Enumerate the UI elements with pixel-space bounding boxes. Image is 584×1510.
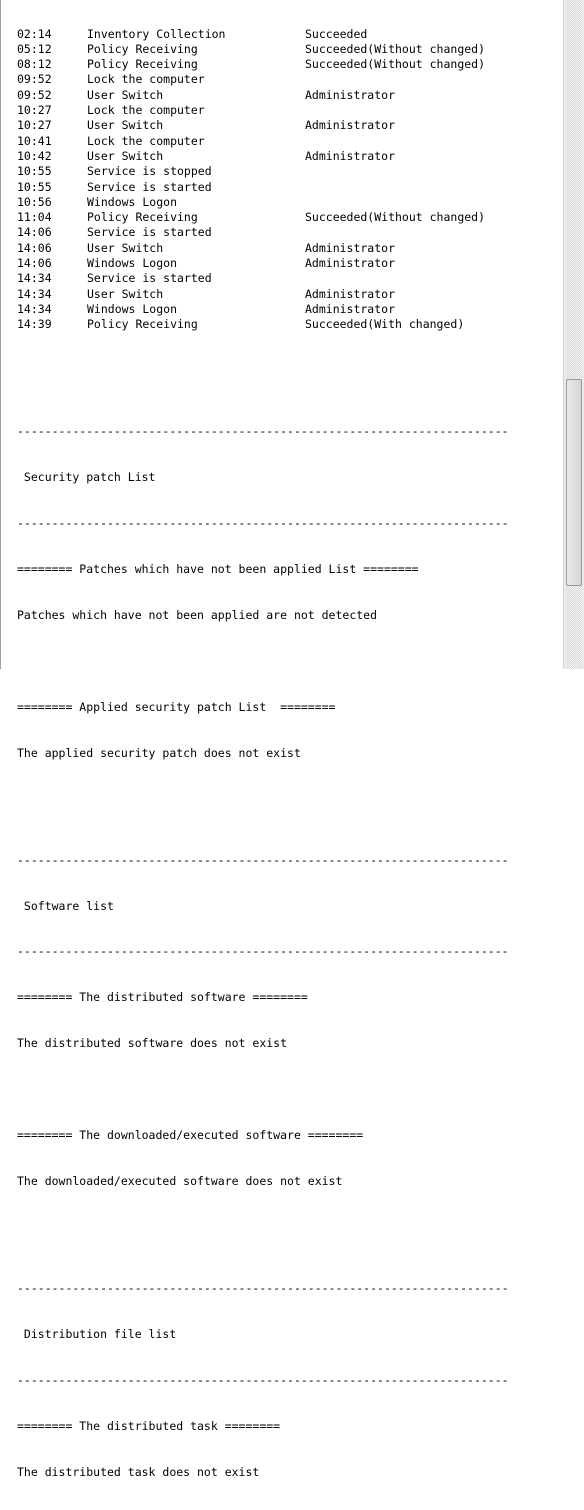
log-event-event: Service is started: [87, 179, 212, 194]
log-event-time: 10:42: [17, 148, 52, 163]
log-event-event: Lock the computer: [87, 133, 205, 148]
log-event-time: 08:12: [17, 57, 52, 72]
log-event-time: 10:27: [17, 103, 52, 118]
log-event-row: [17, 225, 509, 240]
not-applied-patches-header: ======== Patches which have not been applied List ========: [17, 561, 419, 576]
log-event-event: User Switch: [87, 87, 164, 102]
log-event-time: 05:12: [17, 41, 52, 56]
log-event-event: Policy Receiving: [87, 57, 198, 72]
log-event-event: User Switch: [87, 148, 164, 163]
distributed-software-header: ======== The distributed software ========: [17, 990, 308, 1005]
log-event-time: 14:34: [17, 286, 52, 301]
log-event-time: 10:55: [17, 179, 52, 194]
log-event-event: Windows Logon: [87, 256, 178, 271]
log-event-row: [17, 57, 509, 72]
section-divider: -----------------------------------------------------------------------: [17, 1280, 509, 1295]
log-event-event: User Switch: [87, 240, 164, 255]
log-event-detail: Administrator: [305, 286, 396, 301]
log-event-row: [17, 103, 509, 118]
log-event-time: 14:06: [17, 256, 52, 271]
log-event-time: 09:52: [17, 72, 52, 87]
applied-patches-text: The applied security patch does not exist: [17, 745, 301, 760]
log-event-time: 14:34: [17, 271, 52, 286]
distributed-task-header: ======== The distributed task ========: [17, 1418, 281, 1433]
vertical-scrollbar[interactable]: [563, 0, 584, 669]
log-event-detail: Administrator: [305, 240, 396, 255]
log-event-time: 14:39: [17, 317, 52, 332]
applied-patches-header: ======== Applied security patch List ========: [17, 699, 336, 714]
log-event-row: [17, 27, 509, 42]
log-event-row: [17, 241, 509, 256]
log-event-row: [17, 302, 509, 317]
section-divider: -----------------------------------------------------------------------: [17, 944, 509, 959]
log-event-row: [17, 271, 509, 286]
log-event-event: Service is started: [87, 225, 212, 240]
log-event-time: 02:14: [17, 26, 52, 41]
log-event-event: Service is stopped: [87, 164, 212, 179]
log-event-row: [17, 287, 509, 302]
distributed-task-text: The distributed task does not exist: [17, 1464, 260, 1479]
log-event-time: 10:27: [17, 118, 52, 133]
log-event-event: Lock the computer: [87, 72, 205, 87]
log-event-time: 10:55: [17, 164, 52, 179]
log-event-event: User Switch: [87, 118, 164, 133]
log-event-event: User Switch: [87, 286, 164, 301]
log-event-row: [17, 42, 509, 57]
downloaded-software-text: The downloaded/executed software does not exist: [17, 1173, 343, 1188]
log-event-event: Policy Receiving: [87, 210, 198, 225]
log-event-row: [17, 134, 509, 149]
log-event-time: 09:52: [17, 87, 52, 102]
log-event-event: Inventory Collection: [87, 26, 226, 41]
log-event-event: Policy Receiving: [87, 41, 198, 56]
software-section-title: Software list: [17, 898, 114, 913]
log-text-area[interactable]: [1, 0, 563, 1479]
log-event-event: Windows Logon: [87, 194, 178, 209]
log-event-event: Service is started: [87, 271, 212, 286]
log-event-detail: Succeeded(Without changed): [305, 57, 486, 72]
log-event-detail: Administrator: [305, 87, 396, 102]
scrollbar-thumb[interactable]: [566, 379, 582, 586]
log-content: [17, 0, 509, 1510]
log-event-detail: Administrator: [305, 118, 396, 133]
section-divider: -----------------------------------------------------------------------: [17, 1372, 509, 1387]
log-event-row: [17, 88, 509, 103]
log-event-time: 14:34: [17, 301, 52, 316]
log-event-event: Windows Logon: [87, 301, 178, 316]
log-event-time: 11:04: [17, 210, 52, 225]
log-event-row: [17, 317, 509, 332]
log-event-detail: Succeeded(Without changed): [305, 210, 486, 225]
log-event-time: 10:56: [17, 194, 52, 209]
event-log-list: [17, 27, 509, 333]
log-event-event: Lock the computer: [87, 103, 205, 118]
log-event-time: 10:41: [17, 133, 52, 148]
log-event-row: [17, 210, 509, 225]
log-event-row: [17, 164, 509, 179]
distributed-software-text: The distributed software does not exist: [17, 1036, 288, 1051]
distribution-section-title: Distribution file list: [17, 1326, 177, 1341]
section-divider: -----------------------------------------------------------------------: [17, 516, 509, 531]
log-event-row: [17, 180, 509, 195]
security-patch-section-title: Security patch List: [17, 470, 156, 485]
not-applied-patches-text: Patches which have not been applied are not detected: [17, 607, 378, 622]
log-event-time: 14:06: [17, 240, 52, 255]
log-event-row: [17, 195, 509, 210]
log-event-row: [17, 256, 509, 271]
log-event-detail: Administrator: [305, 148, 396, 163]
log-event-detail: Succeeded: [305, 26, 368, 41]
log-event-detail: Administrator: [305, 301, 396, 316]
log-event-detail: Administrator: [305, 256, 396, 271]
log-event-event: Policy Receiving: [87, 317, 198, 332]
log-event-row: [17, 72, 509, 87]
log-event-row: [17, 149, 509, 164]
log-event-detail: Succeeded(With changed): [305, 317, 465, 332]
section-divider: -----------------------------------------------------------------------: [17, 424, 509, 439]
log-event-detail: Succeeded(Without changed): [305, 41, 486, 56]
log-event-time: 14:06: [17, 225, 52, 240]
section-divider: -----------------------------------------------------------------------: [17, 852, 509, 867]
downloaded-software-header: ======== The downloaded/executed software ========: [17, 1127, 364, 1142]
log-event-row: [17, 118, 509, 133]
